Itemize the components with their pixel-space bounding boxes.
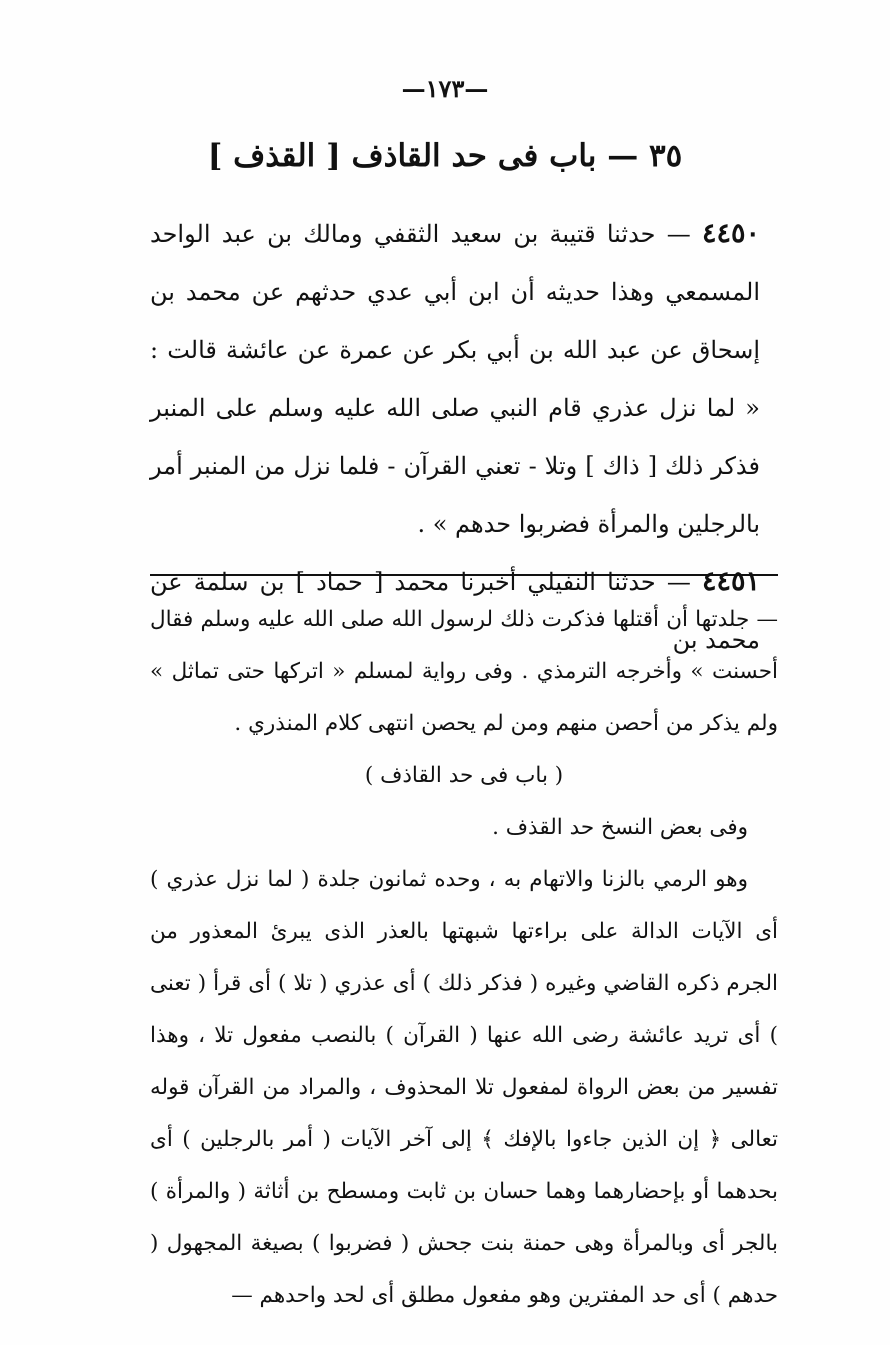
section-title: ( باب فى حد القاذف )	[364, 763, 564, 788]
hadith-body: — حدثنا النفيلي أخبرنا محمد [ حماد ] بن سلمة عن محمد بن	[150, 568, 760, 654]
chapter-heading: ٣٥ — باب فى حد القاذف [ القذف ]	[207, 138, 683, 174]
hadith-number: ٤٤٥٠	[702, 218, 761, 249]
commentary-block	[150, 594, 778, 1322]
footnote-divider	[150, 574, 778, 576]
commentary-intro: — جلدتها أن أقتلها فذكرت ذلك لرسول الله صلى الله عليه وسلم فقال أحسنت » وأخرجه الترمذي . وفى رواية لمسلم « اتركها حتى تماثل » ولم يذكر من أحصن منهم ومن لم يحصن انتهى كلام المنذري .	[150, 607, 778, 736]
hadith-body: — حدثنا قتيبة بن سعيد الثقفي ومالك بن عبد الواحد المسمعي وهذا حديثه أن ابن أبي عدي حدثهم عن محمد بن إسحاق عن عبد الله بن أبي بكر عن عمرة عن عائشة قالت : « لما نزل عذري قام النبي صلى الله عليه وسلم على المنبر فذكر ذلك [ ذاك ] وتلا - تعني القرآن - فلما نزل من المنبر أمر بالرجلين والمرأة فضربوا حدهم » .	[150, 220, 761, 538]
commentary-body: وهو الرمي بالزنا والاتهام به ، وحده ثمانون جلدة ( لما نزل عذري ) أى الآيات الدالة على براءتها شبهتها بالعذر الذى يبرئ المعذور من الجرم ذكره القاضي وغيره ( فذكر ذلك ) أى عذري ( تلا ) أى قرأ ( تعنى ) أى تريد عائشة رضى الله عنها ( القرآن ) بالنصب مفعول تلا ، وهذا تفسير من بعض الرواة لمفعول تلا المحذوف ، والمراد من القرآن قوله تعالى ﴿ إن الذين جاءوا بالإفك ﴾ إلى آخر الآيات ( أمر بالرجلين ) أى بحدهما أو بإحضارهما وهما حسان بن ثابت ومسطح بن أثاثة ( والمرأة ) بالجر أى وبالمرأة وهى حمنة بنت جحش ( فضربوا ) بصيغة المجهول ( حدهم ) أى حد المفترين وهو مفعول مطلق أى لحد واحدهم —	[150, 867, 778, 1308]
page-number: —١٧٣—	[401, 74, 489, 103]
hadith-number: ٤٤٥١	[701, 566, 760, 597]
hadith-paragraph	[150, 205, 760, 553]
variant-note: وفى بعض النسخ حد القذف .	[492, 815, 748, 840]
